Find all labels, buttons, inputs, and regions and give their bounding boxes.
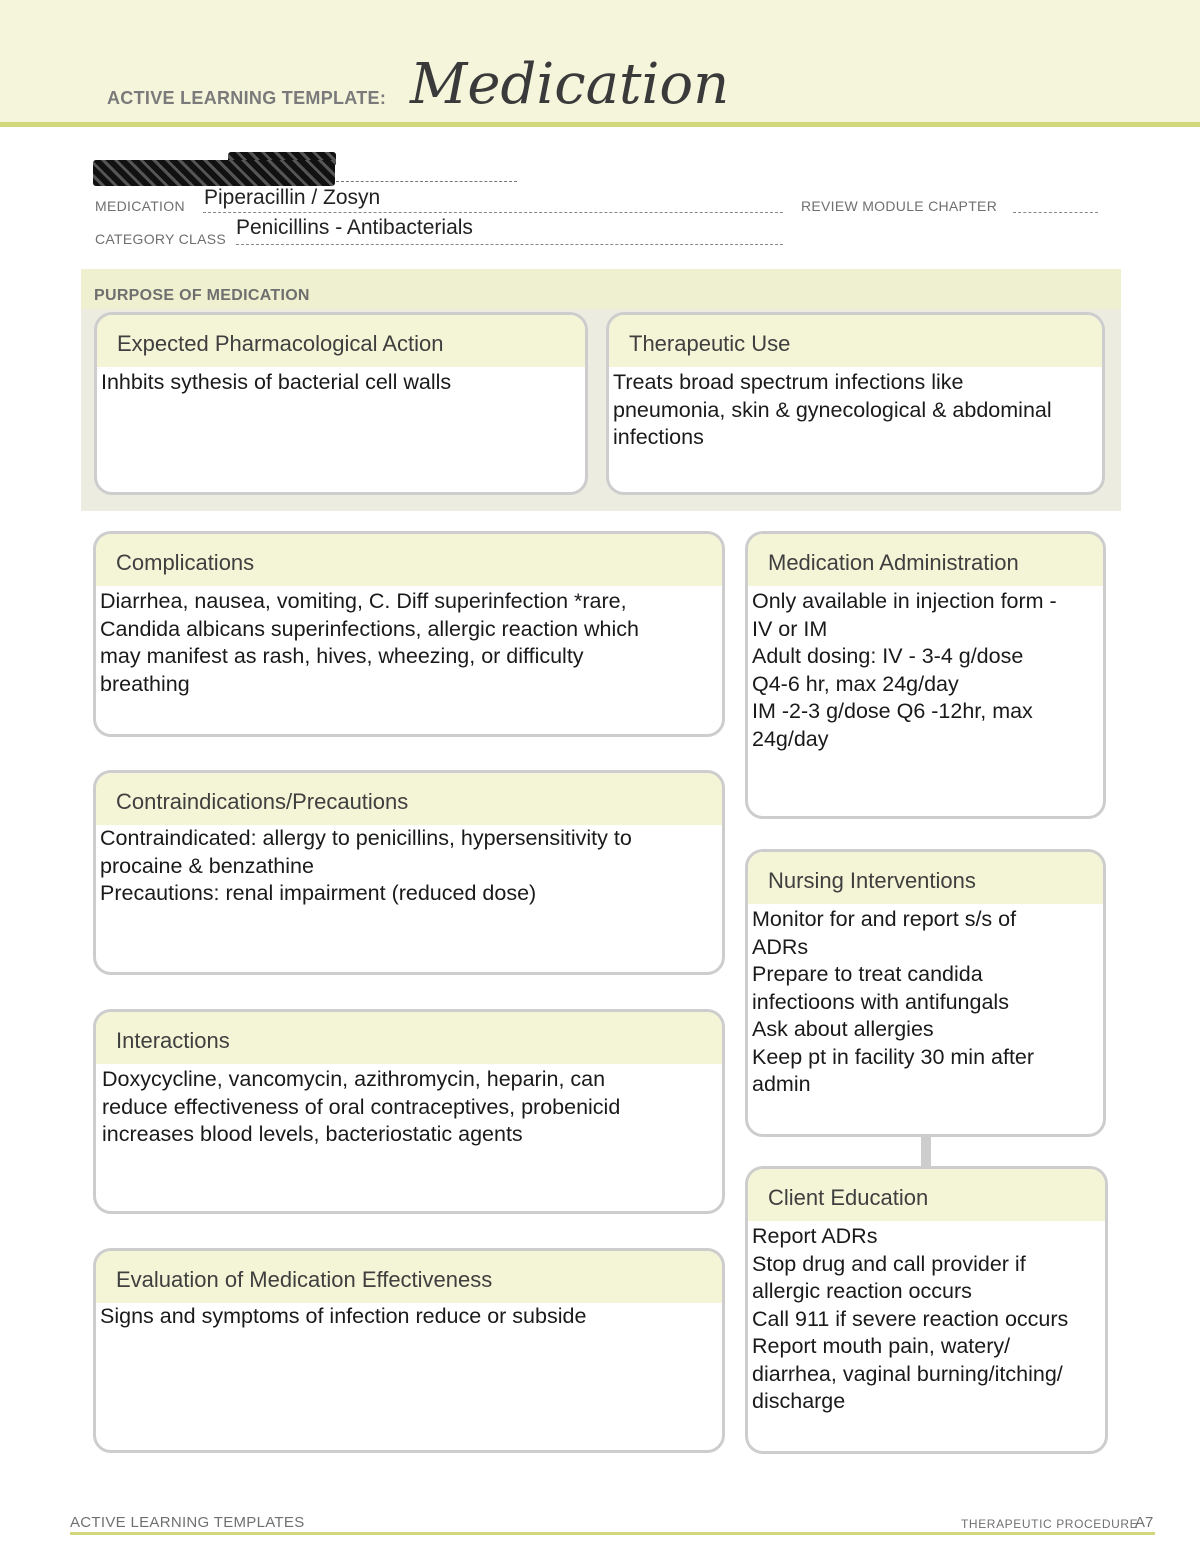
category-underline bbox=[236, 244, 783, 245]
contraindications-title: Contraindications/Precautions bbox=[116, 789, 409, 814]
evaluation-header bbox=[96, 1251, 722, 1303]
text-line: 24g/day bbox=[752, 726, 829, 751]
therapeutic-use-text bbox=[609, 367, 1102, 452]
text-line: Monitor for and report s/s of bbox=[752, 907, 1017, 931]
text-line: Report mouth pain, watery/ bbox=[752, 1334, 1011, 1358]
nursing-interventions-box[interactable] bbox=[745, 849, 1106, 1137]
category-label: CATEGORY CLASS bbox=[95, 231, 227, 247]
text-line: Candida albicans superinfections, allergic reaction which bbox=[100, 616, 639, 641]
contraindications-header bbox=[96, 773, 722, 825]
review-module-underline[interactable] bbox=[1013, 212, 1098, 213]
nursing-interventions-title: Nursing Interventions bbox=[768, 868, 976, 893]
text-line: infectioons with antifungals bbox=[752, 989, 1009, 1014]
redacted-name bbox=[93, 160, 335, 186]
text-line: Doxycycline, vancomycin, azithromycin, heparin, can bbox=[102, 1067, 606, 1091]
therapeutic-use-box[interactable] bbox=[606, 312, 1105, 495]
complications-header bbox=[96, 534, 722, 586]
complications-box[interactable] bbox=[93, 531, 725, 737]
text-line: pneumonia, skin & gynecological & abdominal bbox=[613, 397, 1052, 422]
text-line: may manifest as rash, hives, wheezing, or difficulty bbox=[100, 644, 584, 668]
complications-title: Complications bbox=[116, 550, 255, 575]
administration-text bbox=[748, 586, 1103, 753]
text-line: ADRs bbox=[752, 934, 809, 959]
text-line: Call 911 if severe reaction occurs bbox=[752, 1306, 1069, 1331]
text-line: Precautions: renal impairment (reduced dose) bbox=[100, 881, 537, 905]
interactions-text bbox=[96, 1064, 722, 1149]
page-title: Medication bbox=[410, 52, 730, 117]
client-education-box[interactable] bbox=[745, 1166, 1108, 1454]
complications-text bbox=[96, 586, 722, 698]
client-education-title: Client Education bbox=[768, 1185, 929, 1210]
interactions-title: Interactions bbox=[116, 1028, 230, 1053]
text-line: discharge bbox=[752, 1389, 846, 1413]
text-line: Stop drug and call provider if bbox=[752, 1251, 1026, 1276]
template-label: ACTIVE LEARNING TEMPLATE: bbox=[107, 88, 387, 108]
client-education-text bbox=[748, 1221, 1105, 1416]
medication-label: MEDICATION bbox=[95, 198, 185, 214]
medication-value[interactable]: Piperacillin / Zosyn bbox=[204, 186, 381, 209]
contraindications-box[interactable] bbox=[93, 770, 725, 975]
box-connector bbox=[921, 1136, 931, 1166]
administration-box[interactable] bbox=[745, 531, 1106, 819]
footer-right-label: THERAPEUTIC PROCEDURE bbox=[961, 1517, 1139, 1531]
text-line: IV or IM bbox=[752, 616, 828, 641]
text-line: Inhbits sythesis of bacterial cell walls bbox=[101, 370, 452, 394]
text-line: Only available in injection form - bbox=[752, 589, 1057, 613]
text-line: procaine & benzathine bbox=[100, 853, 314, 878]
purpose-header bbox=[81, 269, 1121, 309]
administration-title: Medication Administration bbox=[768, 550, 1019, 575]
text-line: Ask about allergies bbox=[752, 1017, 934, 1041]
text-line: Contraindicated: allergy to penicillins, hypersensitivity to bbox=[100, 826, 632, 850]
text-line: Treats broad spectrum infections like bbox=[613, 370, 964, 394]
interactions-header bbox=[96, 1012, 722, 1064]
text-line: infections bbox=[613, 425, 704, 449]
contraindications-text bbox=[96, 825, 722, 908]
therapeutic-use-title: Therapeutic Use bbox=[629, 331, 791, 356]
interactions-box[interactable] bbox=[93, 1009, 725, 1214]
evaluation-box[interactable] bbox=[93, 1248, 725, 1453]
administration-header bbox=[748, 534, 1103, 586]
expected-action-box[interactable] bbox=[94, 312, 588, 495]
nursing-interventions-header bbox=[748, 852, 1103, 904]
footer-divider bbox=[70, 1532, 1155, 1535]
student-name-line bbox=[336, 168, 517, 182]
header-divider bbox=[0, 122, 1200, 127]
text-line: increases blood levels, bacteriostatic agents bbox=[102, 1122, 523, 1146]
text-line: Diarrhea, nausea, vomiting, C. Diff superinfection *rare, bbox=[100, 589, 627, 613]
text-line: admin bbox=[752, 1072, 811, 1096]
text-line: reduce effectiveness of oral contraceptives, probenicid bbox=[102, 1094, 621, 1119]
text-line: Q4-6 hr, max 24g/day bbox=[752, 671, 959, 696]
therapeutic-use-header bbox=[609, 315, 1102, 367]
client-education-header bbox=[748, 1169, 1105, 1221]
text-line: Keep pt in facility 30 min after bbox=[752, 1044, 1035, 1069]
nursing-interventions-text bbox=[748, 904, 1103, 1099]
evaluation-text bbox=[96, 1303, 722, 1331]
text-line: Report ADRs bbox=[752, 1224, 878, 1248]
footer-left-label: ACTIVE LEARNING TEMPLATES bbox=[70, 1514, 305, 1531]
expected-action-text bbox=[97, 367, 585, 397]
text-line: Prepare to treat candida bbox=[752, 962, 983, 986]
page-number: A7 bbox=[1135, 1514, 1154, 1531]
text-line: Signs and symptoms of infection reduce or subside bbox=[100, 1304, 587, 1328]
purpose-title: PURPOSE OF MEDICATION bbox=[94, 287, 310, 304]
text-line: Adult dosing: IV - 3-4 g/dose bbox=[752, 644, 1024, 668]
expected-action-title: Expected Pharmacological Action bbox=[117, 331, 444, 356]
evaluation-title: Evaluation of Medication Effectiveness bbox=[116, 1267, 493, 1292]
medication-underline bbox=[203, 212, 783, 213]
review-module-label: REVIEW MODULE CHAPTER bbox=[801, 198, 998, 214]
category-value[interactable]: Penicillins - Antibacterials bbox=[236, 216, 473, 239]
text-line: IM -2-3 g/dose Q6 -12hr, max bbox=[752, 699, 1033, 723]
expected-action-header bbox=[97, 315, 585, 367]
text-line: diarrhea, vaginal burning/itching/ bbox=[752, 1361, 1063, 1386]
text-line: breathing bbox=[100, 671, 190, 696]
text-line: allergic reaction occurs bbox=[752, 1279, 972, 1303]
